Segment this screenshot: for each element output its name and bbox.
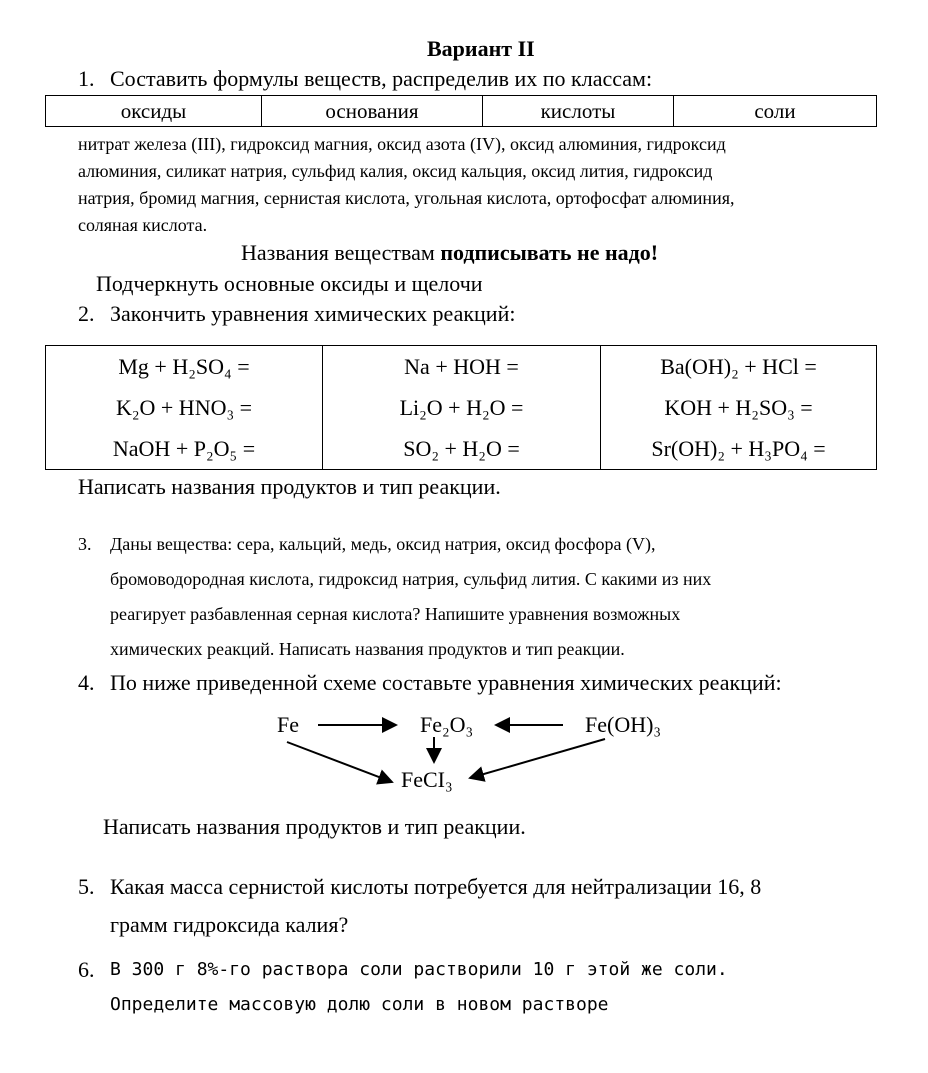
- equation: KOH + H₂SO₃ =: [664, 395, 813, 420]
- arrow-fe-to-fecl3: [287, 742, 392, 782]
- equation: Ba(OH)₂ + HCl =: [660, 354, 817, 379]
- scheme-fe2o3: Fe₂O₃: [420, 712, 474, 737]
- scheme-feoh3: Fe(OH)₃: [585, 712, 662, 737]
- task4-heading: 4. По ниже приведенной схеме составьте уравнения химических реакций:: [78, 670, 782, 695]
- task1-heading: 1. Составить формулы веществ, распределив их по классам:: [78, 66, 653, 91]
- underline-note: Подчеркнуть основные оксиды и щелочи: [96, 271, 483, 296]
- equation: Sr(OH)₂ + H₃PO₄ =: [651, 436, 826, 461]
- column-bases: основания: [262, 96, 483, 127]
- task5: 5. Какая масса сернистой кислоты потребуется для нейтрализации 16, 8 грамм гидроксида калия?: [78, 874, 762, 937]
- task6: 6. В 300 г 8%-го раствора соли растворили 10 г этой же соли. Определите массовую долю соли в новом растворе: [78, 957, 728, 1015]
- scheme-fe: Fe: [277, 712, 299, 737]
- equation: Li₂O + H₂O =: [399, 395, 524, 420]
- names-note: Названия веществам подписывать не надо!: [241, 240, 659, 265]
- column-salts: соли: [674, 96, 877, 127]
- equation: K₂O + HNO₃ =: [115, 395, 253, 420]
- variant-title: Вариант II: [427, 36, 535, 61]
- task2-heading: 2. Закончить уравнения химических реакций:: [78, 301, 516, 326]
- scheme-fecl3: FeCI₃: [401, 767, 453, 792]
- equation: NaOH + P₂O₅ =: [112, 436, 256, 461]
- task4-after: Написать названия продуктов и тип реакции.: [103, 814, 526, 839]
- task2-after: Написать названия продуктов и тип реакции.: [78, 474, 501, 499]
- arrow-feoh3-to-fecl3: [470, 739, 605, 778]
- task3: 3. Даны вещества: сера, кальций, медь, оксид натрия, оксид фосфора (V), бромоводородная кислота, гидроксид натрия, сульфид лития. С какими из них реагирует разбавленная серная кислота? Напишите уравнения возможных химических реакций. Написать названия продуктов и тип реакции.: [78, 534, 712, 659]
- substances-list: нитрат железа (III), гидроксид магния, оксид азота (IV), оксид алюминия, гидроксид алюминия, силикат натрия, сульфид калия, оксид кальция, оксид лития, гидроксид натрия, бромид магния, сернистая кислота, угольная кислота, ортофосфат алюминия, соляная кислота.: [78, 134, 735, 235]
- column-oxides: оксиды: [46, 96, 262, 127]
- column-acids: кислоты: [483, 96, 674, 127]
- equation: Na + HOH =: [404, 354, 519, 379]
- equation: SO₂ + H₂O =: [403, 436, 520, 461]
- equation: Mg + H₂SO₄ =: [118, 354, 250, 379]
